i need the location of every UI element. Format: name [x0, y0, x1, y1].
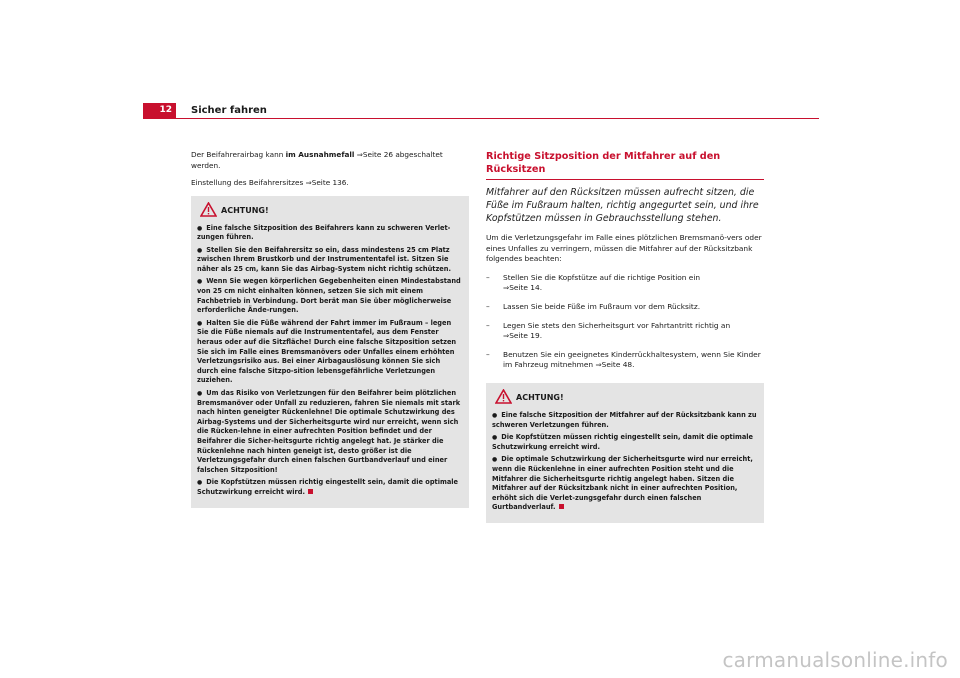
page-reference[interactable]: ⇒ Seite 14. [503, 283, 542, 292]
page-number: 12 [143, 103, 176, 118]
warning-header [197, 202, 463, 224]
right-column [486, 150, 764, 523]
step-item: – Lassen Sie beide Füße im Fußraum vor dem Rücksitz. [486, 301, 701, 311]
watermark: carmanualsonline.info [722, 648, 948, 672]
section-divider [486, 179, 764, 180]
warning-box [191, 196, 469, 508]
warning-item: ● Die Kopfstützen müssen richtig eingestellt sein, damit die optimale Schutzwirkung erreicht wird. [197, 478, 463, 497]
warning-item: ● Die optimale Schutzwirkung der Sicherheitsgurte wird nur erreicht, wenn die Rückenlehne in einer aufrechten Position steht und die Mitfahrer die Sicherheitsgurte richtig angelegt haben. Sitzen die Mitfahrer auf der Rücksitzbank nicht in einer aufrechten Position, erhöht sich die Verlet-zungsgefahr durch einen falschen Gurtbandverlauf. [492, 455, 758, 513]
end-mark-icon [308, 489, 313, 494]
warning-header [492, 389, 758, 411]
warning-item: ● Halten Sie die Füße während der Fahrt immer im Fußraum – legen Sie die Füße niemals auf die Instrumententafel, aus dem Fenster heraus oder auf die Sitzfläche! Durch eine falsche Sitzposition setzen Sie sich im Falle eines Bremsmanövers oder Unfalles einem erhöhten Verletzungsrisiko aus. Bei einer Airbagauslösung können Sie sich durch eine falsche Sitzpo-sition lebensgefährliche Verletzungen zuziehen. [197, 319, 463, 386]
end-mark-icon [559, 504, 564, 509]
step-item: – Legen Sie stets den Sicherheitsgurt vor Fahrtantritt richtig an ⇒ Seite 19. [486, 321, 764, 342]
paragraph-airbag: Der Beifahrerairbag kann im Ausnahmefall ⇒ Seite 26 abgeschaltet werden. [191, 150, 469, 171]
page-header-title: Sicher fahren [191, 105, 267, 116]
step-item: – Stellen Sie die Kopfstütze auf die richtige Position ein ⇒ Seite 14. [486, 273, 764, 294]
section-intro: Mitfahrer auf den Rücksitzen müssen aufrecht sitzen, die Füße im Fußraum halten, richtig angegurtet sein, und ihre Kopfstützen müssen in Gebrauchsstellung stehen. [486, 187, 759, 224]
warning-item: ● Eine falsche Sitzposition der Mitfahrer auf der Rücksitzbank kann zu schweren Verletzungen führen. [492, 411, 758, 430]
warning-triangle-icon [495, 389, 512, 404]
paragraph-seat-setting: Einstellung des Beifahrersitzes ⇒ Seite 136. [191, 178, 469, 189]
page-reference[interactable]: ⇒ Seite 26 abgeschaltet werden. [191, 150, 443, 170]
warning-item: ● Stellen Sie den Beifahrersitz so ein, dass mindestens 25 cm Platz zwischen Ihrem Brustkorb und der Instrumententafel ist. Sitzen Sie näher als 25 cm, kann Sie das Airbag-System nicht richtig schützen. [197, 246, 463, 275]
left-column [191, 150, 469, 508]
warning-item: ● Die Kopfstützen müssen richtig eingestellt sein, damit die optimale Schutzwirkung erreicht wird. [492, 433, 758, 452]
header-divider [143, 118, 819, 119]
warning-title: ACHTUNG! [516, 392, 564, 402]
body-paragraph: Um die Verletzungsgefahr im Falle eines plötzlichen Bremsmanö-vers oder eines Unfalles zu verringern, müssen die Mitfahrer auf der Rücksitzbank folgendes beachten: [486, 233, 762, 264]
step-item: – Benutzen Sie ein geeignetes Kinderrückhaltesystem, wenn Sie Kinder im Fahrzeug mitnehmen ⇒ Seite 48. [486, 350, 764, 371]
page-reference[interactable]: ⇒ Seite 48. [595, 360, 634, 369]
section-title: Richtige Sitzposition der Mitfahrer auf den Rücksitzen [486, 151, 721, 175]
warning-title: ACHTUNG! [221, 205, 269, 215]
warning-box [486, 383, 764, 523]
page-reference[interactable]: ⇒ Seite 19. [503, 331, 542, 340]
warning-item: ● Um das Risiko von Verletzungen für den Beifahrer beim plötzlichen Bremsmanöver oder Unfall zu reduzieren, fahren Sie niemals mit stark nach hinten geneigter Rückenlehne! Die optimale Schutzwirkung des Airbag-Systems und der Sicherheitsgurte wird nur erreicht, wenn sich die Rücken-lehne in einer aufrechten Position befindet und der Beifahrer die Sicher-heitsgurte richtig angelegt hat. Je stärker die Rückenlehne nach hinten geneigt ist, desto größer ist die Verletzungsgefahr durch einen falschen Gurtbandverlauf und einer falschen Sitzposition! [197, 389, 463, 475]
page-reference[interactable]: ⇒ Seite 136. [306, 178, 349, 187]
warning-item: ● Wenn Sie wegen körperlichen Gegebenheiten einen Mindestabstand von 25 cm nicht einhalten können, setzen Sie sich mit einem Fachbetrieb in Verbindung. Dort berät man Sie über möglicherweise erforderliche Ände-rungen. [197, 277, 463, 315]
warning-triangle-icon [200, 202, 217, 217]
warning-item: ● Eine falsche Sitzposition des Beifahrers kann zu schweren Verlet-zungen führen. [197, 224, 463, 243]
